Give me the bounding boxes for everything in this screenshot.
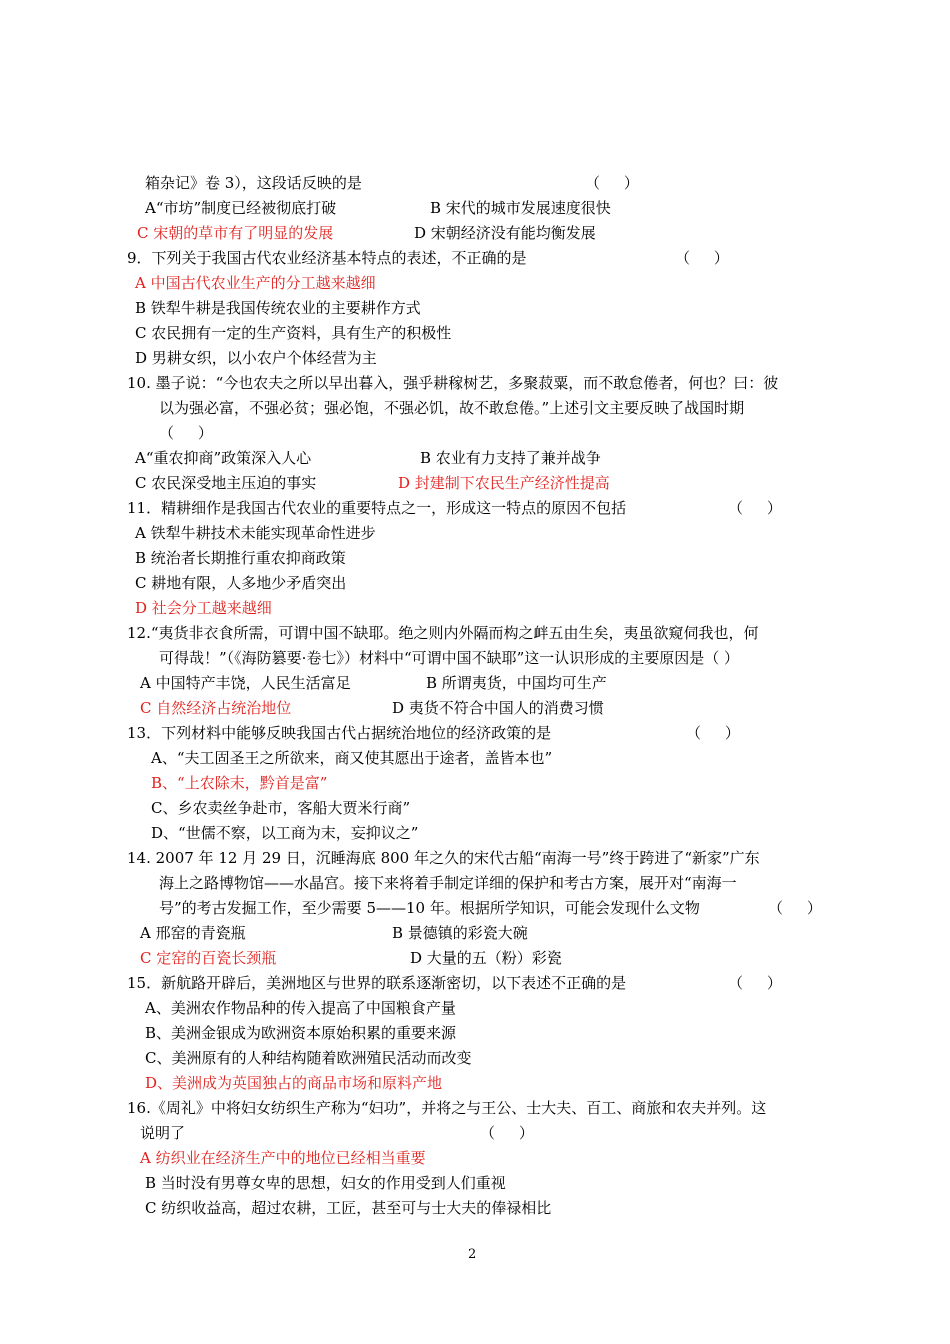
question-line: 10. 墨子说：“今也农夫之所以早出暮入，强乎耕稼树艺，多聚菽粟，而不敢怠倦者，何也？曰：彼 [127, 374, 779, 392]
answer-option: D 社会分工越来越细 [135, 599, 272, 617]
option-line: D 大量的五（粉）彩瓷 [410, 949, 562, 967]
answer-option: B、“上农除末，黔首是富” [151, 774, 328, 792]
option-line: C 农民深受地主压迫的事实 [135, 474, 317, 492]
option-line: D、“世儒不察，以工商为末，妄抑议之” [151, 824, 419, 842]
page-number: 2 [468, 1247, 477, 1262]
answer-bracket: （ ） [159, 424, 213, 442]
question-line: 9．下列关于我国古代农业经济基本特点的表述，不正确的是 [127, 249, 527, 267]
answer-bracket: （ ） [686, 724, 740, 742]
option-line: D 男耕女织，以小农户个体经营为主 [135, 349, 377, 367]
option-line: B 景德镇的彩瓷大碗 [392, 924, 528, 942]
answer-bracket: （ ） [675, 249, 729, 267]
option-line: B 铁犁牛耕是我国传统农业的主要耕作方式 [135, 299, 421, 317]
option-line: A 中国特产丰饶，人民生活富足 [140, 674, 351, 692]
option-line: A 铁犁牛耕技术未能实现革命性进步 [135, 524, 376, 542]
answer-option: A 纺织业在经济生产中的地位已经相当重要 [140, 1149, 426, 1167]
option-line: A“市坊”制度已经被彻底打破 [145, 199, 337, 217]
answer-option: C 自然经济占统治地位 [140, 699, 292, 717]
answer-bracket: （ ） [480, 1124, 534, 1142]
answer-option: A 中国古代农业生产的分工越来越细 [135, 274, 376, 292]
option-line: D 宋朝经济没有能均衡发展 [414, 224, 596, 242]
option-line: C、乡农卖丝争赴市，客船大贾米行商” [151, 799, 411, 817]
question-line: 15．新航路开辟后，美洲地区与世界的联系逐渐密切，以下表述不正确的是 [127, 974, 627, 992]
option-line: C、美洲原有的人种结构随着欧洲殖民活动而改变 [145, 1049, 472, 1067]
option-line: B 统治者长期推行重农抑商政策 [135, 549, 346, 567]
question-line: 说明了 [140, 1124, 186, 1142]
answer-option: C 宋朝的草市有了明显的发展 [137, 224, 334, 242]
text-line: 箱杂记》卷 3），这段话反映的是 [145, 174, 362, 192]
option-line: B 宋代的城市发展速度很快 [430, 199, 611, 217]
question-line: 16.《周礼》中将妇女纺织生产称为“妇功”，并将之与王公、士大夫、百工、商旅和农夫并列。这 [127, 1099, 767, 1117]
question-line: 以为强必富，不强必贫；强必饱，不强必饥，故不敢怠倦。”上述引文主要反映了战国时期 [159, 399, 745, 417]
answer-bracket: （ ） [728, 499, 782, 517]
option-line: A“重农抑商”政策深入人心 [135, 449, 312, 467]
answer-bracket: （ ） [768, 899, 822, 917]
option-line: A 邢窑的青瓷瓶 [140, 924, 246, 942]
option-line: A、美洲农作物品种的传入提高了中国粮食产量 [145, 999, 456, 1017]
answer-option: C 定窑的百瓷长颈瓶 [140, 949, 277, 967]
option-line: D 夷货不符合中国人的消费习惯 [392, 699, 604, 717]
answer-bracket: （ ） [585, 174, 639, 192]
question-line: 11．精耕细作是我国古代农业的重要特点之一，形成这一特点的原因不包括 [127, 499, 627, 517]
answer-option: D 封建制下农民生产经济性提高 [398, 474, 610, 492]
option-line: C 耕地有限，人多地少矛盾突出 [135, 574, 347, 592]
option-line: B 农业有力支持了兼并战争 [420, 449, 601, 467]
question-line: 14. 2007 年 12 月 29 日，沉睡海底 800 年之久的宋代古船“南海一号”终于跨进了“新家”广东 [127, 849, 760, 867]
option-line: A、“夫工固圣王之所欲来，商又使其愿出于途者，盖皆本也” [151, 749, 553, 767]
option-line: C 纺织收益高，超过农耕，工匠，甚至可与士大夫的俸禄相比 [145, 1199, 552, 1217]
question-line: 号”的考古发掘工作，至少需要 5——10 年。根据所学知识，可能会发现什么文物 [159, 899, 700, 917]
option-line: B 当时没有男尊女卑的思想，妇女的作用受到人们重视 [145, 1174, 506, 1192]
question-line: 12.“夷货非衣食所需，可谓中国不缺耶。绝之则内外隔而构之衅五由生矣，夷虽欲窥伺我也，何 [127, 624, 759, 642]
option-line: B、美洲金银成为欧洲资本原始积累的重要来源 [145, 1024, 457, 1042]
question-line: 可得哉！”（《海防篡要·卷七》）材料中“可谓中国不缺耶”这一认识形成的主要原因是（ ） [159, 649, 740, 667]
answer-bracket: （ ） [728, 974, 782, 992]
question-line: 13．下列材料中能够反映我国古代占据统治地位的经济政策的是 [127, 724, 552, 742]
question-line: 海上之路博物馆——水晶宫。接下来将着手制定详细的保护和考古方案，展开对“南海一 [159, 874, 737, 892]
option-line: B 所谓夷货，中国均可生产 [426, 674, 607, 692]
answer-option: D、美洲成为英国独占的商品市场和原料产地 [145, 1074, 443, 1092]
option-line: C 农民拥有一定的生产资料，具有生产的积极性 [135, 324, 452, 342]
